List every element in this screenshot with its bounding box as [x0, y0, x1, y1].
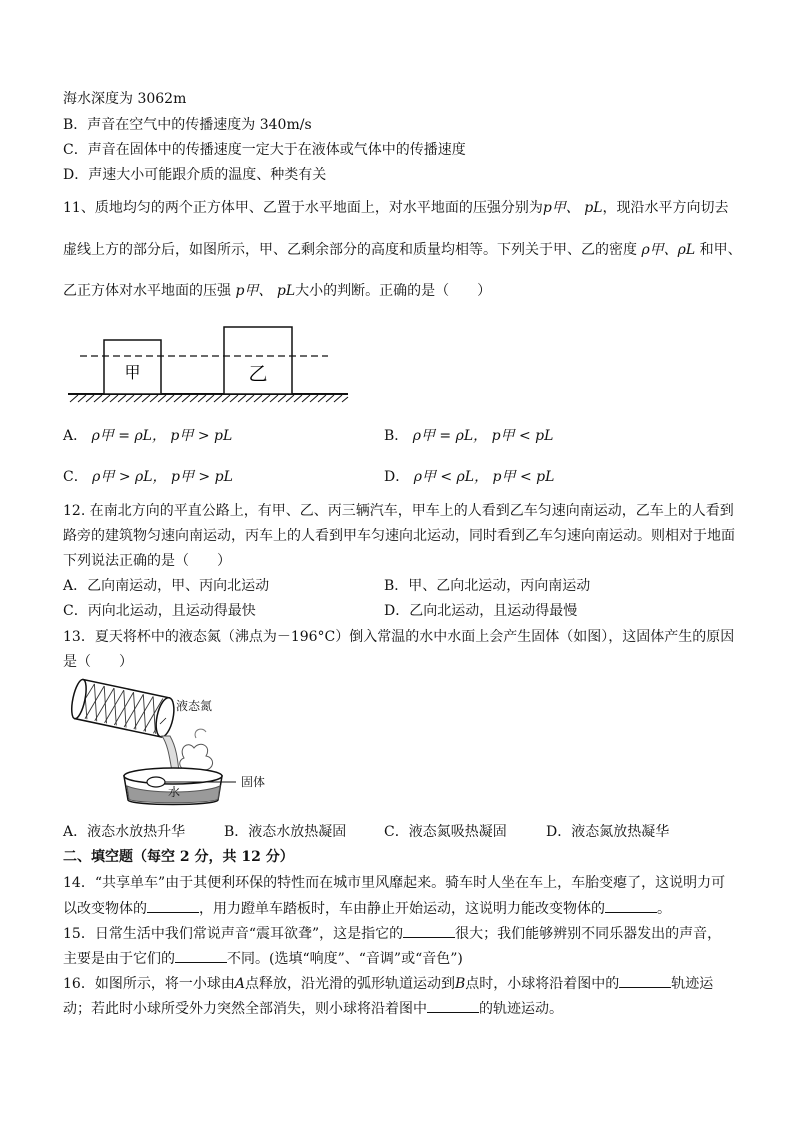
p-yi-symbol: pL — [584, 200, 603, 216]
q14-line2: 以改变物体的 ，用力蹬单车踏板时，车由静止开始运动，这说明力能改变物体的 。 — [63, 901, 671, 917]
q12-option-b: B．甲、乙向北运动，丙向南运动 — [384, 578, 591, 594]
liquid-nitrogen-figure — [66, 678, 296, 808]
prev-option-d: D．声速大小可能跟介质的温度、种类有关 — [63, 167, 327, 183]
q15-line2: 主要是由于它们的 不同。(选填“响度”、“音调”或“音色”) — [63, 951, 463, 967]
q11-option-d: D． ρ甲 < ρL， p甲 < pL — [384, 469, 555, 485]
prev-option-c: C．声音在固体中的传播速度一定大于在液体或气体中的传播速度 — [63, 142, 466, 158]
answer-blank[interactable] — [403, 924, 455, 938]
q13-option-d: D．液态氮放热凝华 — [546, 824, 670, 840]
answer-blank[interactable] — [605, 899, 657, 913]
answer-blank[interactable] — [619, 974, 671, 988]
answer-blank[interactable] — [147, 899, 199, 913]
q11-option-b: B． ρ甲 = ρL， p甲 < pL — [384, 428, 554, 444]
section-title: 二、填空题（每空 2 分，共 12 分） — [63, 849, 294, 865]
q11-line2: 虚线上方的部分后，如图所示，甲、乙剩余部分的高度和质量均相等。下列关于甲、乙的密度 ρ甲、ρL 和甲、 — [63, 242, 742, 258]
prev-line: 海水深度为 3062m — [63, 91, 187, 107]
q16-line2: 动；若此时小球所受外力突然全部消失，则小球将沿着图中 的轨迹运动。 — [63, 1001, 563, 1017]
q12-option-c: C．丙向北运动，且运动得最快 — [63, 603, 256, 619]
prev-option-b: B．声音在空气中的传播速度为 340m/s — [63, 117, 312, 133]
q15-line1: 15．日常生活中我们常说声音“震耳欲聋”，这是指它的 很大；我们能够辨别不同乐器发出的声音， — [63, 926, 722, 942]
q12-line2: 路旁的建筑物匀速向南运动，丙车上的人看到甲车匀速向北运动，同时看到乙车匀速向南运动。则相对于地面 — [63, 528, 735, 544]
q16-line1: 16．如图所示，将一小球由A点释放，沿光滑的弧形轨道运动到B点时，小球将沿着图中的 轨迹运 — [63, 976, 714, 992]
q12-line1: 12. 在南北方向的平直公路上，有甲、乙、丙三辆汽车，甲车上的人看到乙车匀速向南运动，乙车上的人看到 — [63, 503, 734, 519]
q13-line2: 是（ ） — [63, 654, 133, 670]
q11-option-a: A． ρ甲 = ρL， p甲 > pL — [63, 428, 233, 444]
water-label: 水 — [167, 785, 181, 799]
q11-line3: 乙正方体对水平地面的压强 p甲、 pL大小的判断。正确的是（ ） — [63, 283, 492, 299]
q13-option-b: B．液态水放热凝固 — [224, 824, 347, 840]
q14-line1: 14．“共享单车”由于其便利环保的特性而在城市里风靡起来。骑车时人坐在车上，车胎变瘪了，这说明力可 — [63, 875, 726, 891]
p-symbols: p甲、 pL — [235, 283, 296, 299]
q12-option-d: D．乙向北运动，且运动得最慢 — [384, 603, 578, 619]
q12-line3: 下列说法正确的是（ ） — [63, 553, 231, 569]
liquid-nitrogen-label: 液态氮 — [176, 699, 213, 713]
q13-line1: 13．夏天将杯中的液态氮（沸点为－196°C）倒入常温的水中水面上会产生固体（如图），这固体产生的原因 — [63, 629, 735, 645]
answer-blank[interactable] — [427, 999, 479, 1013]
q13-option-c: C．液态氮吸热凝固 — [384, 824, 507, 840]
q11-line1: 11、质地均匀的两个正方体甲、乙置于水平地面上，对水平地面的压强分别为p甲、 pL，现沿水平方向切去 — [63, 200, 729, 216]
p-jia-symbol: p甲、 — [542, 200, 580, 216]
cubes-figure — [66, 324, 351, 410]
q12-option-a: A．乙向南运动，甲、丙向北运动 — [63, 578, 270, 594]
q11-option-c: C． ρ甲 > ρL， p甲 > pL — [63, 469, 233, 485]
rho-symbols: ρ甲、ρL — [641, 242, 696, 258]
solid-label: 固体 — [241, 775, 266, 789]
q13-option-a: A．液态水放热升华 — [63, 824, 186, 840]
answer-blank[interactable] — [175, 949, 227, 963]
cube-yi-label: 乙 — [248, 363, 268, 385]
cube-jia-label: 甲 — [124, 363, 141, 382]
